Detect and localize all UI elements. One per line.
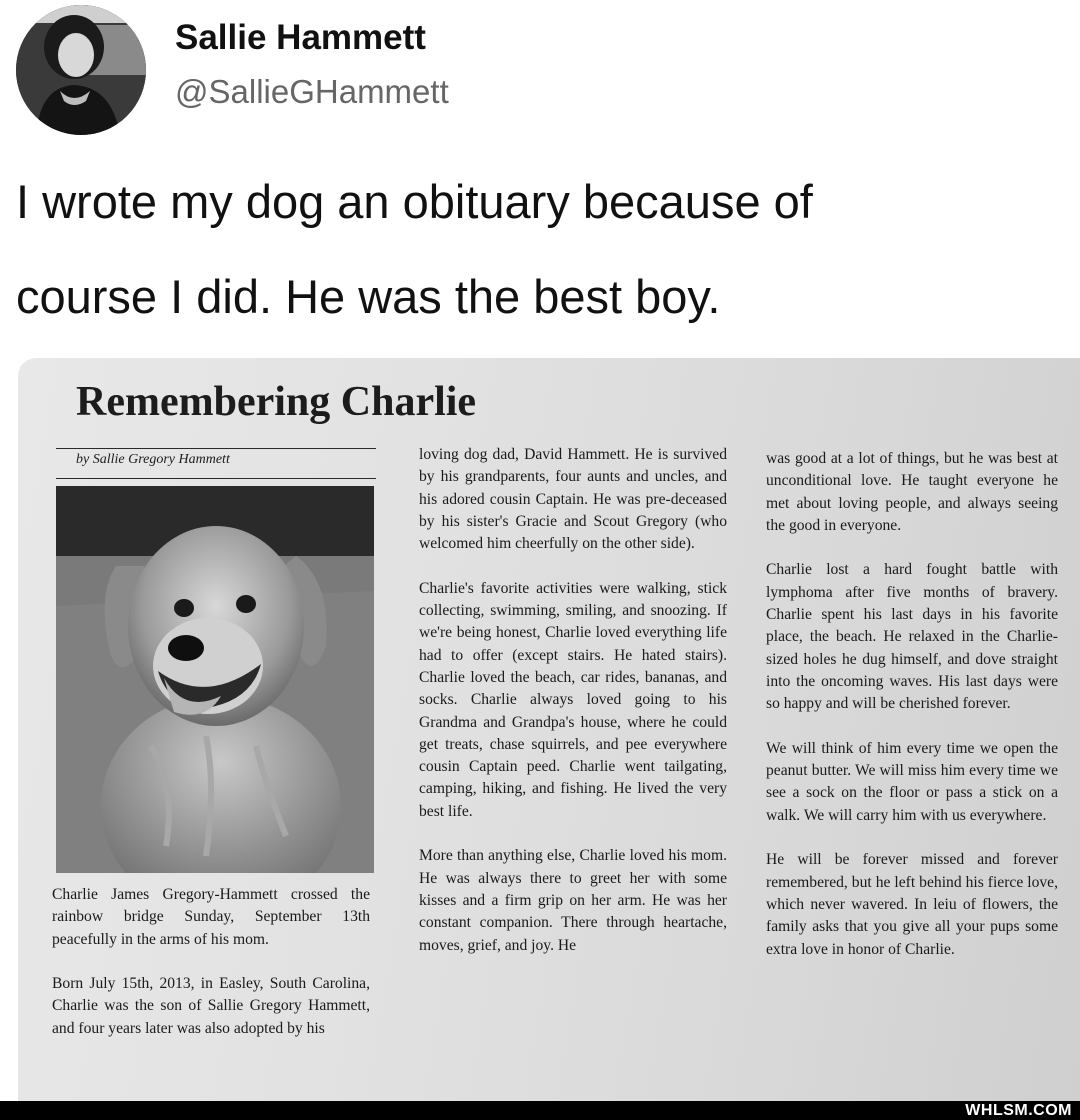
display-name[interactable]: Sallie Hammett [175, 18, 426, 57]
article-paragraph: We will think of him every time we open the peanut butter. We will miss him every time we see a sock on the floor or pass a stick on a walk. We will carry him with us everywhere. [766, 739, 1058, 824]
clipping-byline: by Sallie Gregory Hammett [76, 452, 230, 467]
article-column-1 [52, 884, 370, 1062]
dog-photo [56, 486, 374, 873]
article-paragraph: More than anything else, Charlie loved his mom. He was always there to greet her with some kisses and a firm grip on her arm. He was her constant companion. There through heartache, moves, grief, and joy. He [419, 847, 727, 954]
article-paragraph: He will be forever missed and forever remembered, but he left behind his fierce love, which never wavered. In leiu of flowers, the family asks that you give all your pups some extra love in honor of Charlie. [766, 851, 1058, 958]
article-paragraph: was good at a lot of things, but he was best at unconditional love. He taught everyone he met about loving people, and always seeing the good in everyone. [766, 450, 1058, 534]
profile-photo [16, 5, 146, 135]
user-handle[interactable]: @SallieGHammett [175, 73, 449, 110]
tweet-text-line: I wrote my dog an obituary because of [16, 175, 813, 228]
watermark-bar [0, 1101, 1080, 1120]
article-column-3 [766, 448, 1058, 983]
watermark-text: WHLSM.COM [965, 1102, 1072, 1119]
article-paragraph: Charlie's favorite activities were walking, stick collecting, swimming, smiling, and snoozing. If we're being honest, Charlie loved everything life had to offer (except stairs. He hated stairs). Charlie loved the beach, car rides, bananas, and socks. Charlie always loved going to his Grandma and Grandpa's house, where he could get treats, chase squirrels, and pee everywhere cousin Captain peed. Charlie went tailgating, camping, hiking, and fishing. He lived the very best life. [419, 579, 727, 820]
golden-retriever-illustration [56, 486, 374, 873]
newspaper-clipping-image[interactable] [18, 358, 1080, 1102]
tweet-text-line: course I did. He was the best boy. [16, 270, 721, 323]
clipping-headline: Remembering Charlie [76, 379, 477, 425]
byline-rule-bottom [56, 478, 376, 479]
avatar[interactable] [16, 5, 146, 135]
article-column-2 [419, 444, 727, 979]
byline-rule-top [56, 448, 376, 449]
tweet-text [16, 175, 1066, 368]
article-paragraph: Charlie James Gregory-Hammett crossed the rainbow bridge Sunday, September 13th peacefully in the arms of his mom. [52, 886, 370, 948]
article-paragraph: Charlie lost a hard fought battle with lymphoma after five months of bravery. Charlie spent his last days in his favorite place, the beach. He relaxed in the Charlie-sized holes he dug himself, and dove straight into the oncoming waves. His last days were so happy and will be cherished forever. [766, 561, 1058, 713]
article-paragraph: Born July 15th, 2013, in Easley, South Carolina, Charlie was the son of Sallie Gregory Hammett, and four years later was also adopted by his [52, 975, 370, 1037]
article-paragraph: loving dog dad, David Hammett. He is survived by his grandparents, four aunts and uncles, and his adored cousin Captain. He was pre-deceased by his sister's Gracie and Scout Gregory (who welcomed him cheerfully on the other side). [419, 446, 727, 553]
